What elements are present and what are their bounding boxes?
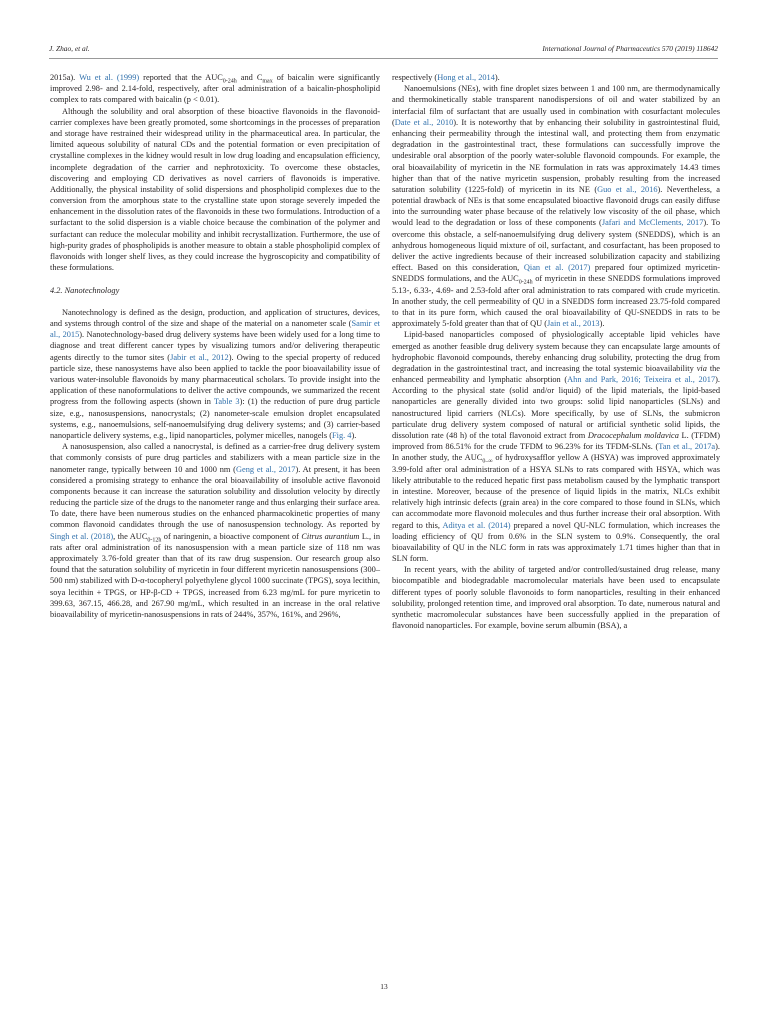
citation-link[interactable]: Hong et al., 2014 (437, 73, 495, 82)
citation-link[interactable]: Ahn and Park, 2016; Teixeira et al., 2017 (567, 375, 716, 385)
citation-link[interactable]: Guo et al., 2016 (597, 184, 658, 194)
header-author: J. Zhao, et al. (49, 44, 90, 53)
paragraph: Nanoemulsions (NEs), with fine droplet sizes between 1 and 100 nm, are thermodynamically and thermokinetically stable transparent nanodispersions of oil and water stabilized by an interfacial film of surfactant that are usually used in combination with cosurfactant molecules (Date et al., 2010). It is noteworthy that by enhancing their solubility in gastrointestinal fluid, enhancing their permeability through the intestinal wall, and protecting them from enzymatic degradation in the gastrointestinal tract, these formulations can successfully improve the undesirable oral absorption of the poorly water-soluble flavonoid compounds. For example, the oral bioavailability of myricetin in the NE formulation in rats was approximately 14.43 times higher than that of the native myricetin suspension, probably resulting from the increased saturation solubility (1225-fold) of myricetin in its NE (Guo et al., 2016). Nevertheless, a potential drawback of NEs is that some encapsulated bioactive flavonoid drugs can easily diffuse into the surrounding water phase because of the relatively low viscosity of the oil phase, which would lead to the degradation or loss of these components (Jafari and McClements, 2017). To overcome this obstacle, a self-nanoemulsifying drug delivery system (SNEDDS), which is an anhydrous homogeneous liquid mixture of oil, surfactant, and cosurfactant, has been proposed to deliver the active ingredients because of their increased solubilization capacity and stabilizing effect. Based on this consideration, Qian et al. (2017) prepared four optimized myricetin-SNEDDS formulations, and the $AUC_{0-24h}$ of myricetin in these SNEDDS formulations improved 5.13-, 6.33-, 4.69- and 2.53-fold after oral administration to rats compared with crude myricetin. In another study, the cell permeability of QU in a SNEDDS form increased 23.75-fold compared to that in its pure form, which caused the oral bioavailability of QU-SNEDDS in rats to be approximately 5-fold greater than that of QU (Jain et al., 2013). (392, 84, 721, 329)
paragraph: Lipid-based nanoparticles composed of physiologically acceptable lipid vehicles have emerged as another feasible drug delivery system because they can encapsulate large amounts of hydrophobic flavonoid compounds, thereby enhancing drug solubility, protecting the drug from degradation in the gastrointestinal tract, and increasing the total systemic bioavailability via the enhanced permeability and lymphatic absorption (Ahn and Park, 2016; Teixeira et al., 2017). According to the physical state (solid and/or liquid) of the lipid materials, the lipid-based nanoparticles are generally divided into two groups: solid lipid nanoparticles (SLNs) and nanostructured lipid carriers (NLCs). More specifically, by use of SLNs, the submicron particulate drug delivery system composed of natural or artificial synthetic solid lipids, the dissolution rate (48 h) of the total flavonoid extract from Dracocephalum moldavica L. (TFDM) improved from 86.51% for the crude TFDM to 96.23% for its TFDM-SLNs. (Tan et al., 2017a). In another study, the $AUC_{0-\infty}$ of hydroxysafflor yellow A (HSYA) was improved approximately 3.99-fold after oral administration of a HSYA SLNs to rats compared with HSYA, which was likely attributable to the reduced hepatic first pass metabolism caused by the lymphatic transport in intestine. Moreover, because of the presence of liquid lipids in the matrix, NLCs exhibit relatively high intrinsic defects (grain area) in the core compared to those found in SLNs, which can accommodate more flavonoid molecules and thus further increase their oral absorption. With regard to this, Aditya et al. (2014) prepared a novel QU-NLC formulation, which increases the loading efficiency of QU from 0.6% in the SLN system to 0.9%. Consequently, the oral bioavailability of QU in the NLC form in rats was approximately 1.71 times higher than that in SLN form. (392, 330, 721, 564)
page-number: 13 (380, 982, 388, 991)
citation-link[interactable]: Jain et al., 2013 (547, 319, 600, 329)
citation-link[interactable]: Jafari and McClements, 2017 (601, 218, 704, 228)
citation-link[interactable]: Aditya et al. (2014) (442, 520, 511, 530)
paragraph: 2015a). Wu et al. (1999) reported that the $AUC_{0-24h}$ and $C_{max}$ of baicalin were significantly improved 2.98- and 2.14-fold, respectively, after oral administration of a baicalin-phospholipid complex to rats compared with baicalin (p < 0.01). (50, 73, 380, 105)
citation-link[interactable]: Qian et al. (2017) (523, 263, 591, 273)
paragraph: respectively (Hong et al., 2014). (392, 73, 500, 82)
right-column (392, 72, 720, 631)
paragraph: Although the solubility and oral absorption of these bioactive flavonoids in the flavonoid-carrier complexes have been greatly promoted, some shortcomings in the processes of preparation and storage have restrained their widespread utility in the pharmaceutical area. In particular, the limited aqueous solubility of natural CDs and the potential formation or even precipitation of crystalline complexes in the kidney would result in low drug loading and encapsulation efficiency, incomplete degradation of the carrier and nephrotoxicity. To overcome these obstacles, discovering and employing CD derivatives as novel carriers of flavonoids is imperative. Additionally, the physical instability of solid dispersions and phospholipid complexes due to the conversion from the amorphous state to the crystalline state upon storage severely impeded the enhancement in the dissolution rates of the flavonoids in these two formulations. Introduction of a surfactant to the solid dispersion is a viable choice because the combination of the polymer and surfactant can reduce the molecular mobility and inhibit recrystallization. Furthermore, the use of high-purity grades of phospholipids is another measure to obtain a stable phospholipid complex of flavonoids with longer shelf lives, as they could increase the hygroscopicity and compatibility of these formulations. (50, 106, 380, 273)
paragraph: In recent years, with the ability of targeted and/or controlled/sustained drug release, many biocompatible and biodegradable macromolecular materials have been used to encapsulate different types of poorly soluble flavonoids to form nanoparticles, resulting in their enhanced solubility, prolonged retention time, and improved oral absorption. To date, numerous natural and synthetic macromolecular substances have been successfully applied in the preparation of flavonoid nanoparticles. For example, bovine serum albumin (BSA), a (392, 565, 720, 631)
citation-link[interactable]: Singh et al. (2018) (50, 531, 114, 541)
header-journal: International Journal of Pharmaceutics 570 (2019) 118642 (542, 44, 718, 53)
paragraph: A nanosuspension, also called a nanocrystal, is defined as a carrier-free drug delivery system that commonly consists of pure drug particles and stabilizers with a mean particle size in the nanometer range, typically between 10 and 1000 nm (Geng et al., 2017). At present, it has been considered a promising strategy to enhance the oral bioavailability of insoluble active flavonoid components because it can increase the saturation solubility and dissolution velocity by directly reducing the particle size of the drugs to the nanometer range and thus enlarging their surface area. To date, there have been numerous studies on the enhanced pharmacokinetic properties of many common flavonoid candidates through the use of nanosuspension technology. As reported by Singh et al. (2018), the $AUC_{0-12h}$ of naringenin, a bioactive component of Citrus aurantium L., in rats after oral administration of its nanosuspension with a mean particle size of 118 nm was approximately 3.76-fold greater than that of its raw drug suspension. Our research group also found that the saturation solubility of myricetin in four different myricetin nanosuspensions (300–500 nm) stabilized with D-α-tocopheryl polyethylene glycol 1000 succinate (TPGS), soya lecithin, soya lecithin + TPGS, or HP-β-CD + TPGS, increased from 6.23 mg/mL for pure myricetin to 399.63, 367.15, 466.28, and 267.90 mg/mL, which resulted in an increase in the oral relative bioavailability of myricetin-nanosuspensions in rats of 244%, 357%, 161%, and 296%, (50, 442, 381, 619)
citation-link[interactable]: Tan et al., 2017a (658, 442, 716, 452)
citation-link[interactable]: Jabir et al., 2012 (170, 352, 229, 362)
header-divider (49, 58, 718, 59)
section-heading: 4.2. Nanotechnology (50, 285, 120, 295)
citation-link[interactable]: Wu et al. (1999) (79, 73, 140, 82)
figure-link[interactable]: Fig. 4 (332, 430, 352, 440)
left-column (50, 72, 380, 620)
citation-link[interactable]: Samir et al., 2015 (50, 319, 380, 340)
table-link[interactable]: Table 3 (213, 397, 240, 407)
citation-link[interactable]: Date et al., 2010 (394, 117, 454, 127)
paragraph: Nanotechnology is defined as the design, production, and application of structures, devices, and systems through control of the size and shape of the material on a nanometer scale (Samir et al., 2015). Nanotechnology-based drug delivery systems have been widely used for a long time to diagnose and treat different cancer types by visualizing tumors and/or delivering therapeutic agents directly to the tumor sites (Jabir et al., 2012). Owing to the special property of reduced particle size, these nanosystems have also been applied to tackle the poor bioavailability issue of various water-insoluble flavonoids by many pharmaceutical scholars. To provide insight into the application of these nanoformulations to deliver the active compounds, we summarized the recent progress from the following aspects (shown in Table 3): (1) the reduction of pure drug particle size, e.g., nanosuspensions, nanocrystals; (2) nanometer-scale emulsion droplet encapsulated systems, e.g., nanoemulsions, self-nanoemulsifying drug delivery systems; and (3) carrier-based nanoparticle delivery systems, e.g., lipid nanoparticles, polymer micelles, nanogels (Fig. 4). (50, 307, 381, 440)
citation-link[interactable]: Geng et al., 2017 (235, 464, 296, 474)
